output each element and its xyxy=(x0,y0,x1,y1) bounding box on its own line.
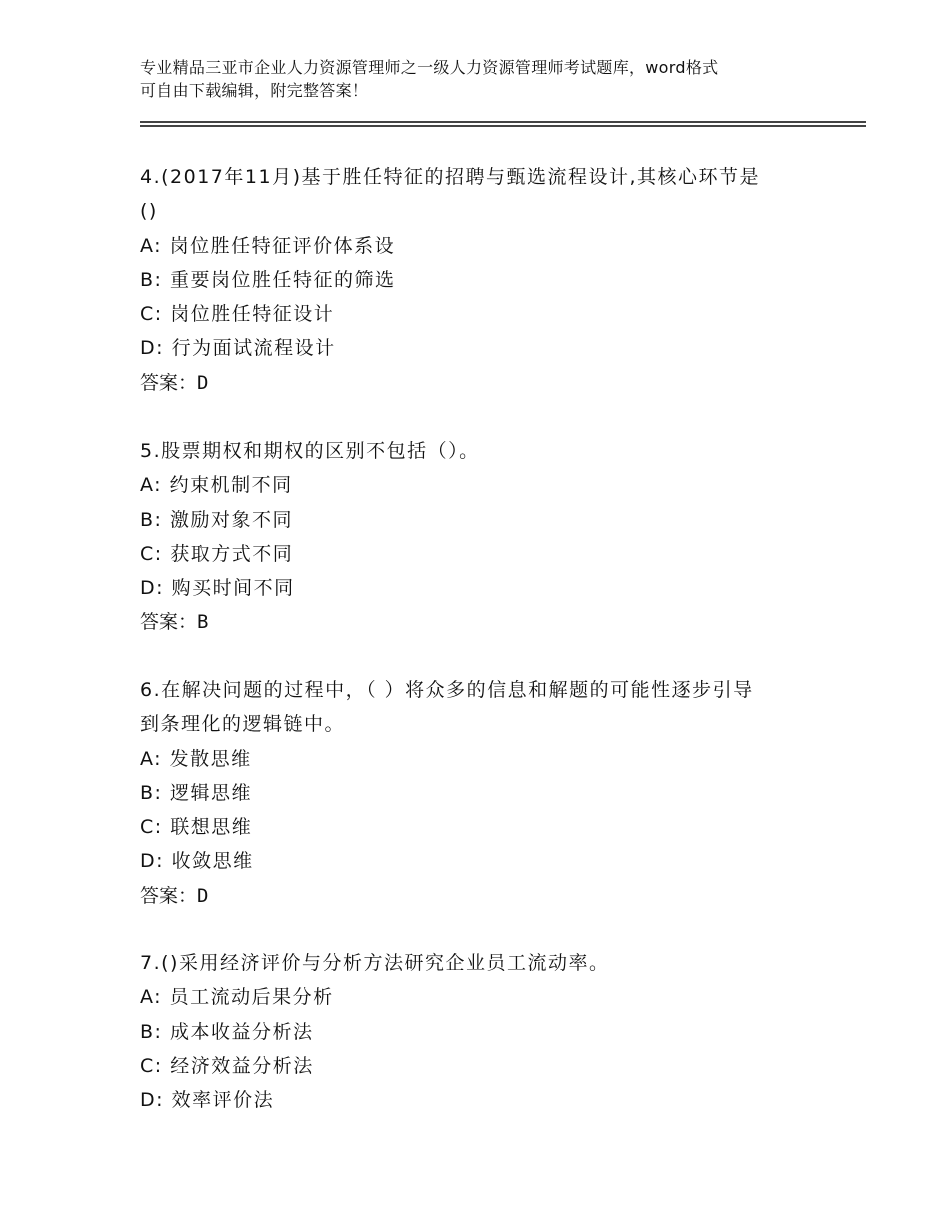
question-stem-line: 7.()采用经济评价与分析方法研究企业员工流动率。 xyxy=(140,952,610,974)
question-stem-line: 5.股票期权和期权的区别不包括（）。 xyxy=(140,440,480,462)
option-b: B: 重要岗位胜任特征的筛选 xyxy=(140,268,396,291)
header-line-2: 可自由下载编辑，附完整答案！ xyxy=(140,81,369,100)
option-c: C: 岗位胜任特征设计 xyxy=(140,303,335,326)
question-stem-line: () xyxy=(140,200,158,223)
answer: 答案：D xyxy=(140,371,209,394)
question-4 xyxy=(140,160,820,400)
option-b: B: 逻辑思维 xyxy=(140,781,252,804)
header-rule-top xyxy=(140,121,866,123)
option-a: A: 员工流动后果分析 xyxy=(140,986,334,1009)
option-b: B: 激励对象不同 xyxy=(140,508,293,531)
option-a: A: 发散思维 xyxy=(140,747,252,770)
question-7 xyxy=(140,946,820,1117)
option-d: D: 购买时间不同 xyxy=(140,577,295,600)
option-d: D: 收敛思维 xyxy=(140,850,254,873)
option-c: C: 获取方式不同 xyxy=(140,542,294,565)
answer: 答案：D xyxy=(140,884,209,907)
option-b: B: 成本收益分析法 xyxy=(140,1020,314,1043)
question-stem-line: 到条理化的逻辑链中。 xyxy=(140,713,346,736)
option-d: D: 效率评价法 xyxy=(140,1089,275,1112)
question-stem-line: 6.在解决问题的过程中，（ ）将众多的信息和解题的可能性逐步引导 xyxy=(140,679,754,701)
option-c: C: 联想思维 xyxy=(140,816,253,839)
option-a: A: 约束机制不同 xyxy=(140,474,293,497)
answer: 答案：B xyxy=(140,611,209,634)
question-5 xyxy=(140,434,820,640)
option-a: A: 岗位胜任特征评价体系设 xyxy=(140,234,396,257)
option-d: D: 行为面试流程设计 xyxy=(140,337,336,360)
question-stem-line: 4.(2017年11月)基于胜任特征的招聘与甄选流程设计,其核心环节是 xyxy=(140,166,761,188)
header-line-1: 专业精品三亚市企业人力资源管理师之一级人力资源管理师考试题库，word格式 xyxy=(140,58,719,77)
question-6 xyxy=(140,673,820,913)
option-c: C: 经济效益分析法 xyxy=(140,1054,314,1077)
header-rule-bottom xyxy=(140,125,866,127)
document-header xyxy=(140,56,820,102)
